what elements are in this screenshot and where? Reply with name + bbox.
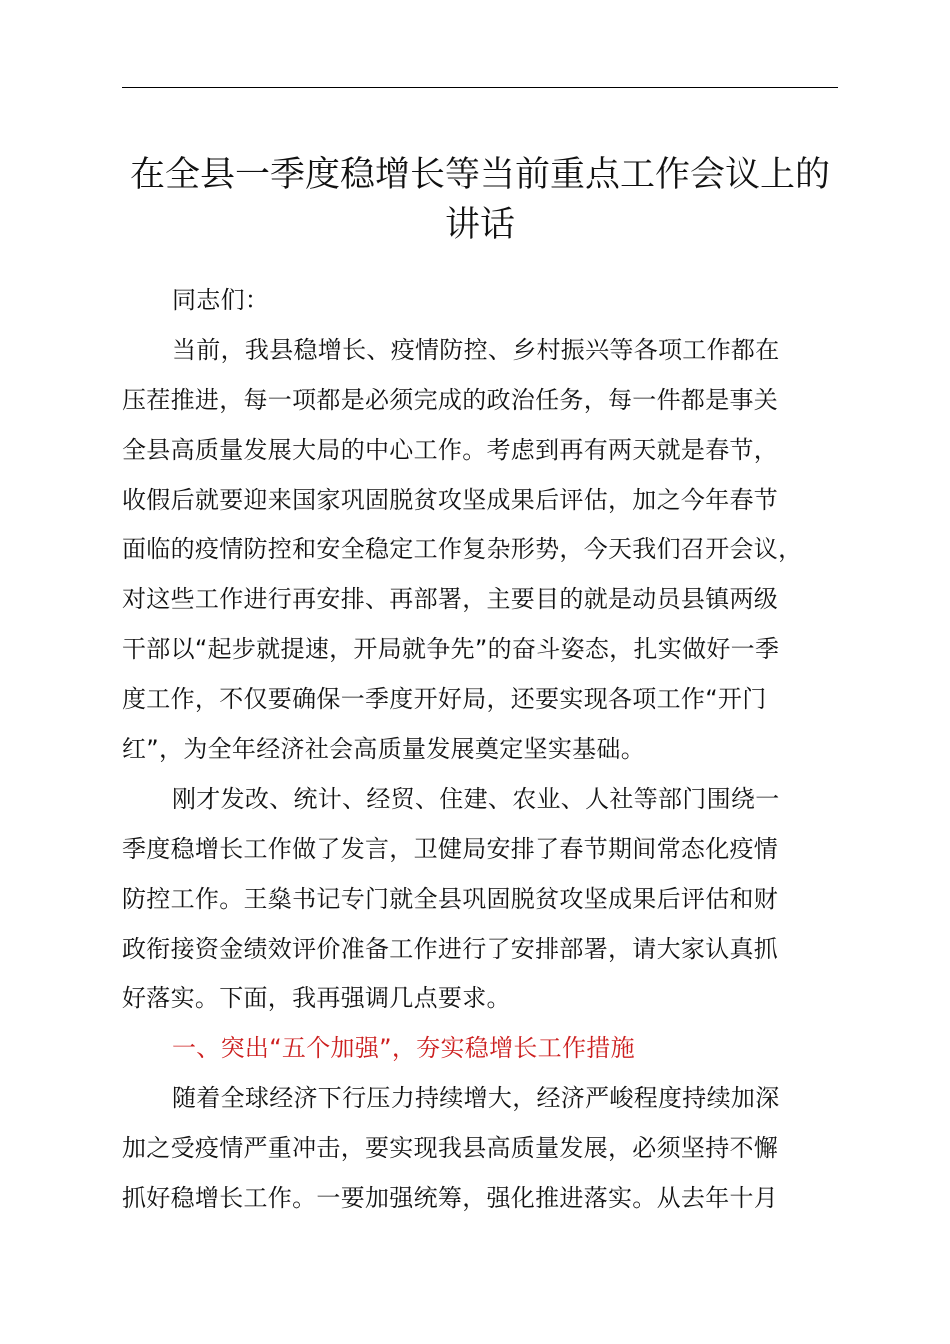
text-line: 红”，为全年经济社会高质量发展奠定坚实基础。 bbox=[122, 735, 646, 764]
section-heading: 一、突出“五个加强”，夯实稳增长工作措施 bbox=[172, 1034, 635, 1063]
text-line: 抓好稳增长工作。一要加强统筹，强化推进落实。从去年十月 bbox=[122, 1184, 779, 1213]
text-line: 对这些工作进行再安排、再部署，主要目的就是动员县镇两级 bbox=[122, 585, 779, 614]
text-line: 当前，我县稳增长、疫情防控、乡村振兴等各项工作都在 bbox=[172, 335, 780, 364]
salutation: 同志们： bbox=[172, 286, 270, 314]
document-title bbox=[115, 150, 845, 250]
text-line: 季度稳增长工作做了发言，卫健局安排了春节期间常态化疫情 bbox=[122, 834, 779, 863]
document-body bbox=[122, 276, 838, 1224]
text-line: 全县高质量发展大局的中心工作。考虑到再有两天就是春节， bbox=[122, 435, 779, 464]
title-line-1: 在全县一季度稳增长等当前重点工作会议上的 bbox=[129, 155, 830, 195]
text-line: 加之受疫情严重冲击，要实现我县高质量发展，必须坚持不懈 bbox=[122, 1134, 779, 1163]
text-line: 收假后就要迎来国家巩固脱贫攻坚成果后评估，加之今年春节 bbox=[122, 485, 779, 514]
text-line: 政衔接资金绩效评价准备工作进行了安排部署，请大家认真抓 bbox=[122, 934, 779, 963]
text-line: 好落实。下面，我再强调几点要求。 bbox=[122, 984, 511, 1013]
text-line: 防控工作。王燊书记专门就全县巩固脱贫攻坚成果后评估和财 bbox=[122, 884, 779, 913]
text-line: 随着全球经济下行压力持续增大，经济严峻程度持续加深 bbox=[172, 1084, 780, 1113]
header-rule bbox=[122, 87, 838, 88]
text-line: 压茬推进，每一项都是必须完成的政治任务，每一件都是事关 bbox=[122, 385, 779, 414]
text-line: 干部以“起步就提速，开局就争先”的奋斗姿态，扎实做好一季 bbox=[122, 635, 780, 664]
text-line: 刚才发改、统计、经贸、住建、农业、人社等部门围绕一 bbox=[172, 784, 780, 813]
title-line-2: 讲话 bbox=[444, 205, 515, 245]
text-line: 度工作，不仅要确保一季度开好局，还要实现各项工作“开门 bbox=[122, 685, 767, 714]
text-line: 面临的疫情防控和安全稳定工作复杂形势，今天我们召开会议， bbox=[122, 535, 803, 564]
